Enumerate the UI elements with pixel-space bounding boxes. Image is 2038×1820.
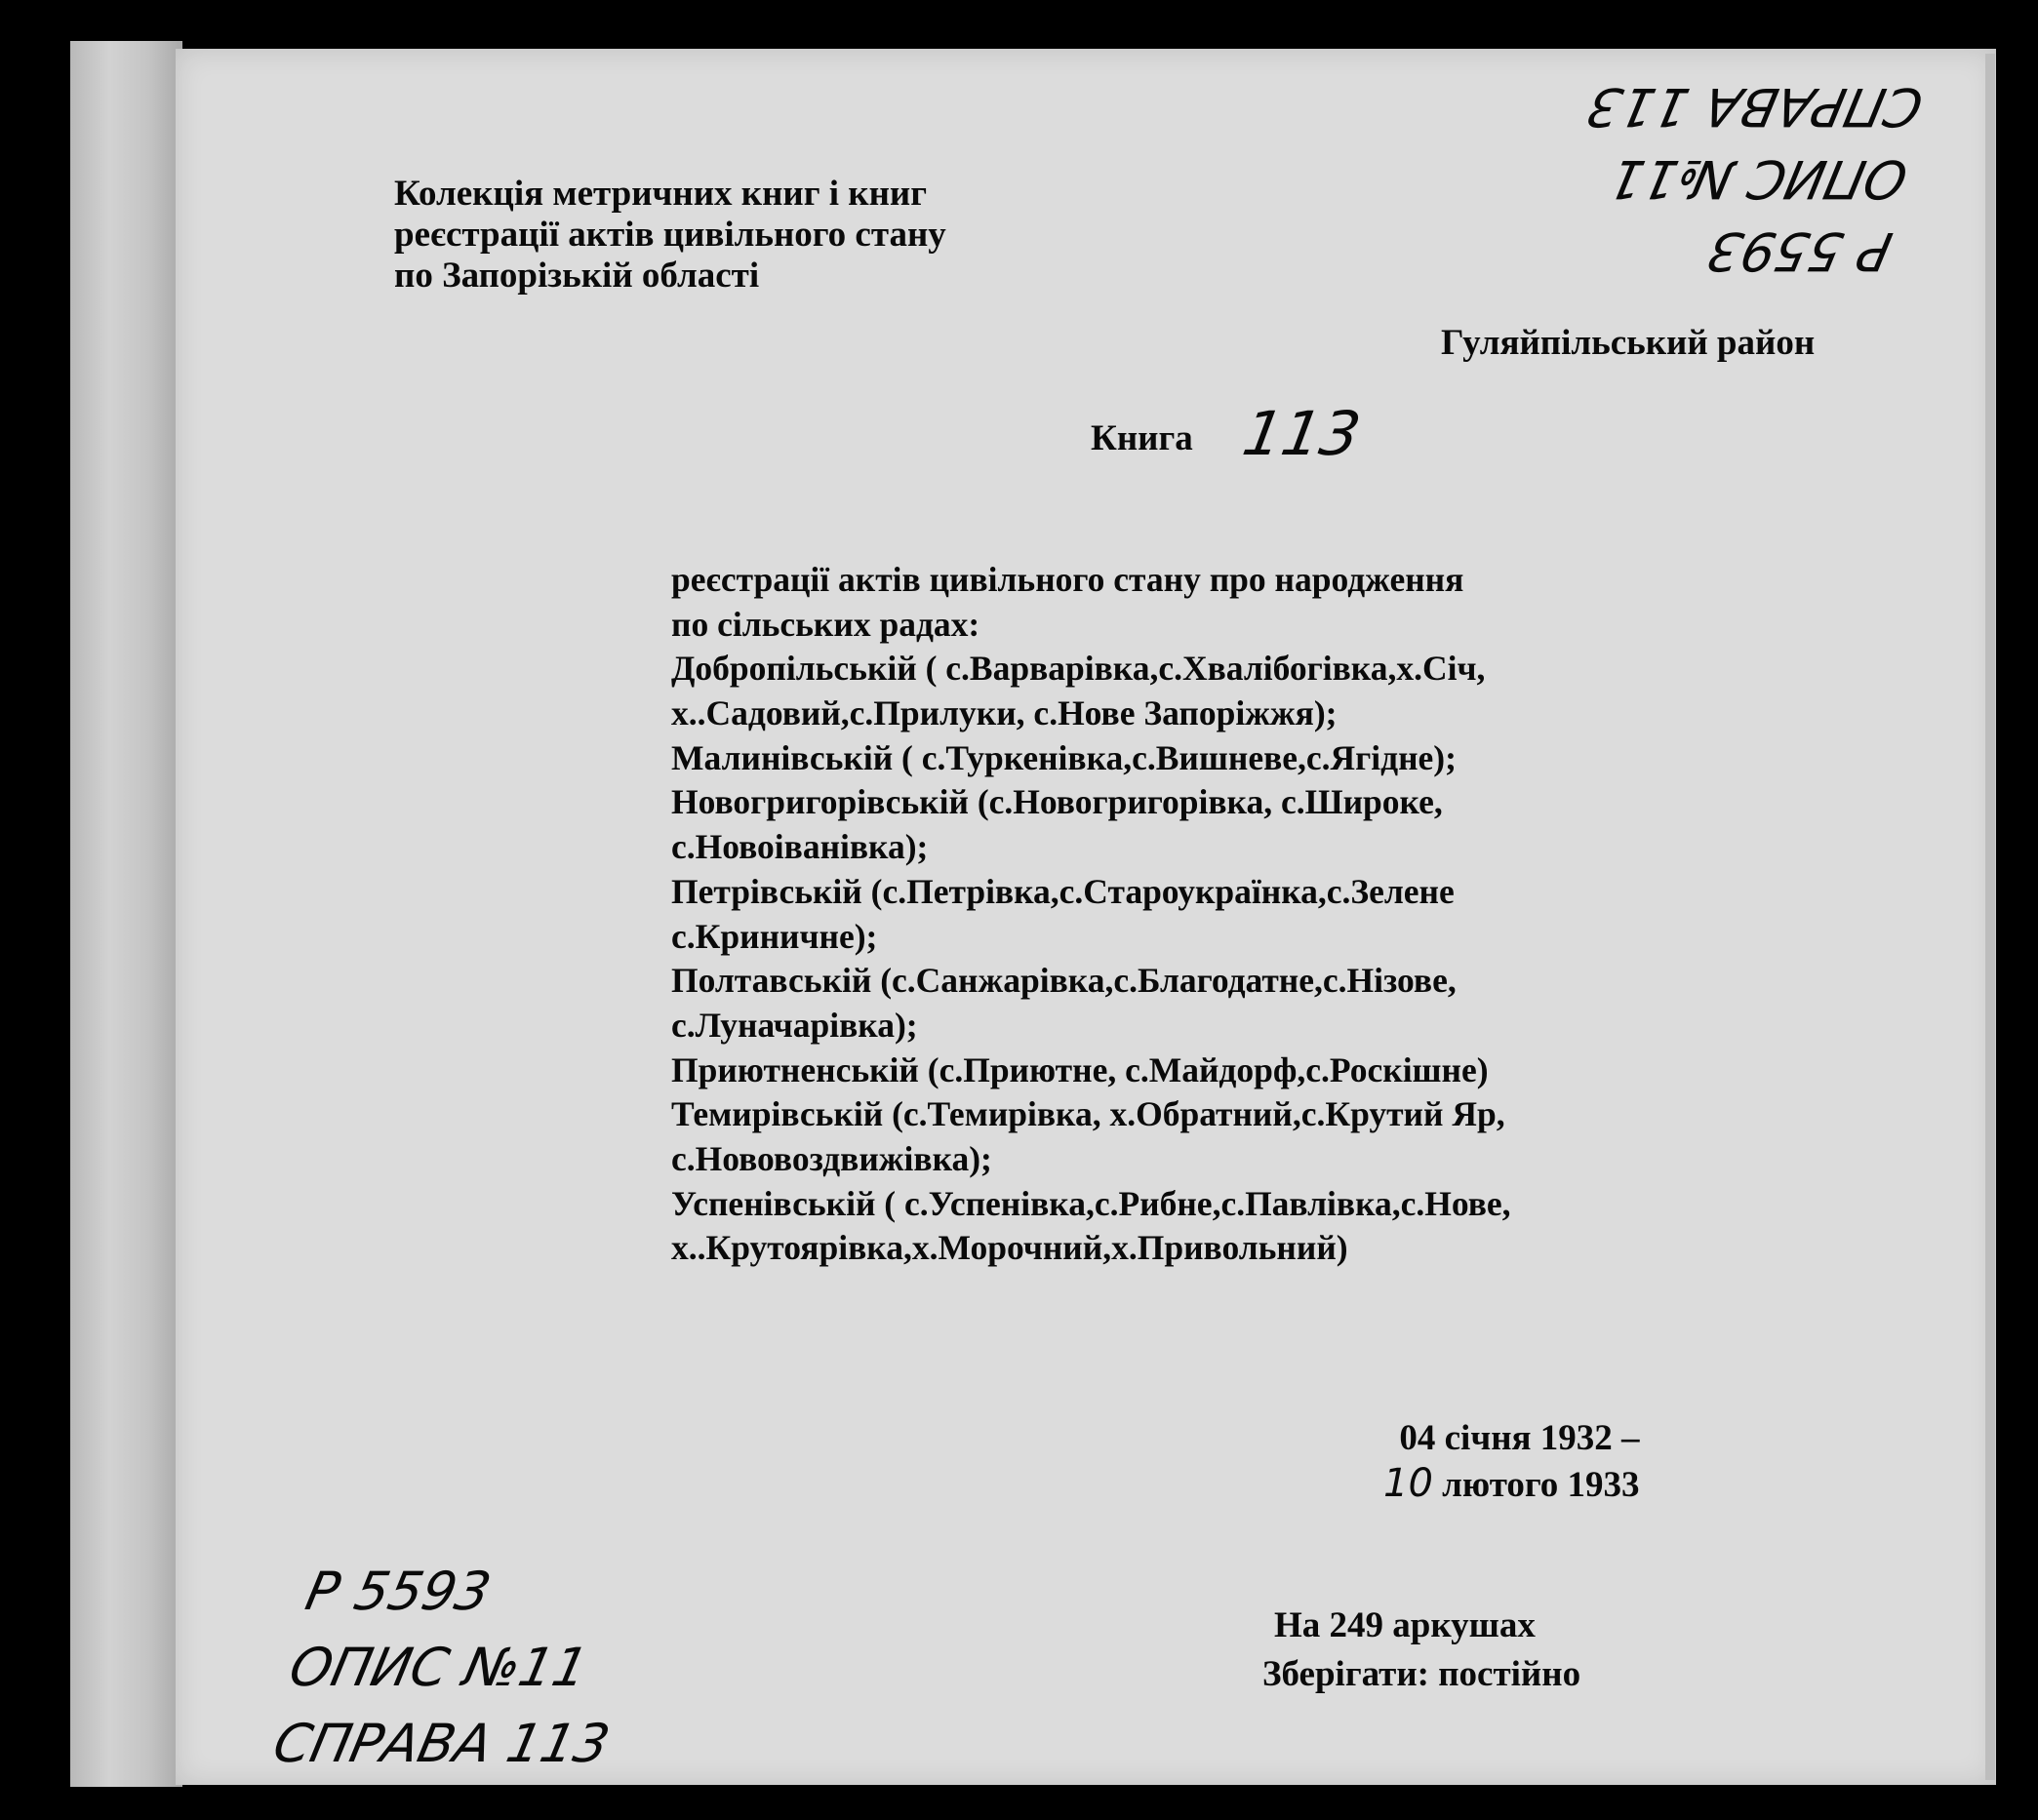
page-edge bbox=[1985, 54, 1995, 1780]
collection-title-line: по Запорізькій області bbox=[394, 256, 760, 296]
archive-stamp-handwritten bbox=[266, 1554, 649, 1782]
description-line: с.Луначарівка); bbox=[671, 1005, 918, 1045]
stamp-inventory-line: ОПИС №11 bbox=[1603, 148, 1913, 210]
description-line: х..Крутоярівка,х.Морочний,х.Привольний) bbox=[671, 1228, 1348, 1268]
archive-stamp-upside-down bbox=[1549, 70, 1929, 287]
date-start: 04 січня 1932 – bbox=[1399, 1418, 1640, 1458]
date-range bbox=[1383, 1416, 1640, 1506]
collection-title-line: реєстрації актів цивільного стану bbox=[394, 215, 946, 255]
district-name: Гуляйпільський район bbox=[1441, 323, 1816, 363]
stamp-fund-line: Р 5593 bbox=[300, 1561, 497, 1622]
book-spine bbox=[70, 41, 182, 1787]
description-line: Успенівській ( с.Успенівка,с.Рибне,с.Павлівка,с.Нове, bbox=[671, 1183, 1511, 1223]
description-line: реєстрації актів цивільного стану про народження bbox=[671, 560, 1464, 599]
stamp-file-line: СПРАВА 113 bbox=[267, 1713, 616, 1774]
description-line: по сільських радах: bbox=[671, 604, 980, 644]
book-label: Книга bbox=[1091, 418, 1193, 458]
stamp-file-line: СПРАВА 113 bbox=[1580, 76, 1929, 138]
description-line: Малинівській ( с.Туркенівка,с.Вишневе,с.Ягідне); bbox=[671, 737, 1457, 777]
collection-title-line: Колекція метричних книг і книг bbox=[394, 174, 928, 214]
description-line: с.Нововоздвижівка); bbox=[671, 1138, 992, 1178]
storage-term: Зберігати: постійно bbox=[1262, 1654, 1581, 1694]
date-end-day-handwritten: 10 bbox=[1383, 1461, 1433, 1506]
description-line: Полтавській (с.Санжарівка,с.Благодатне,с.Нізове, bbox=[671, 961, 1457, 1001]
sheet-count: На 249 аркушах bbox=[1274, 1605, 1536, 1645]
description-line: с.Криничне); bbox=[671, 916, 878, 956]
stamp-fund-line: Р 5593 bbox=[1701, 220, 1898, 282]
description-line: Приютненській (с.Приютне, с.Майдорф,с.Роскішне) bbox=[671, 1049, 1489, 1089]
date-end-rest: лютого 1933 bbox=[1432, 1465, 1640, 1505]
date-end bbox=[1383, 1461, 1640, 1506]
book-description bbox=[671, 558, 1511, 1271]
description-line: Темирівській (с.Темирівка, х.Обратний,с.Крутий Яр, bbox=[671, 1094, 1505, 1134]
collection-title bbox=[394, 174, 946, 297]
description-line: Новогригорівській (с.Новогригорівка, с.Широке, bbox=[671, 782, 1443, 822]
description-line: Петрівській (с.Петрівка,с.Староукраїнка,с.Зелене bbox=[671, 871, 1455, 911]
stamp-inventory-line: ОПИС №11 bbox=[284, 1637, 594, 1698]
description-line: с.Новоіванівка); bbox=[671, 827, 929, 867]
description-line: х..Садовий,с.Прилуки, с.Нове Запоріжжя); bbox=[671, 693, 1338, 733]
book-number-handwritten: 113 bbox=[1237, 398, 1366, 469]
description-line: Добропільській ( с.Варварівка,с.Хвалібогівка,х.Січ, bbox=[671, 649, 1486, 689]
